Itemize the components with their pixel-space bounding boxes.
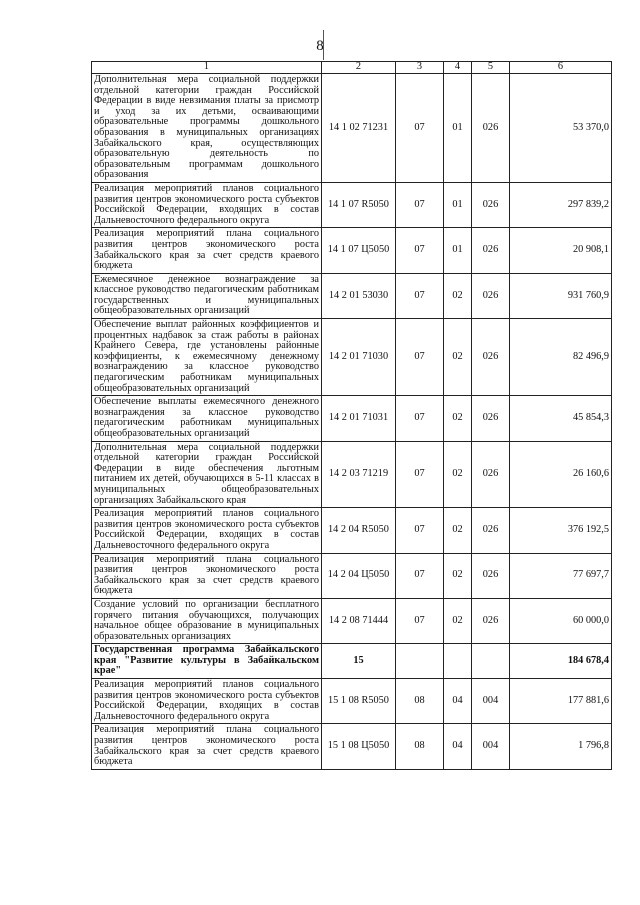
row-section: 07	[396, 396, 444, 441]
table-row	[92, 679, 612, 724]
header-cell: 1	[92, 62, 322, 74]
header-cell: 4	[444, 62, 472, 74]
table-row	[92, 228, 612, 273]
row-amount: 376 192,5	[510, 508, 612, 553]
table-row	[92, 319, 612, 396]
row-section: 07	[396, 182, 444, 227]
row-description: Создание условий по организации бесплатного горячего питания обучающихся, получающих начальное общее образование в муниципальных образовательных организациях	[92, 598, 322, 643]
row-subsection: 02	[444, 598, 472, 643]
header-cell: 5	[472, 62, 510, 74]
row-target-code: 14 2 01 71031	[322, 396, 396, 441]
budget-table-body	[92, 62, 612, 770]
page-number: 8	[316, 38, 324, 54]
row-amount: 177 881,6	[510, 679, 612, 724]
row-section: 07	[396, 553, 444, 598]
row-amount: 931 760,9	[510, 273, 612, 318]
row-target-code: 14 2 01 71030	[322, 319, 396, 396]
table-row	[92, 182, 612, 227]
row-section: 08	[396, 679, 444, 724]
row-expense-type: 026	[472, 273, 510, 318]
row-target-code: 15 1 08 R5050	[322, 679, 396, 724]
table-header-row	[92, 62, 612, 74]
row-expense-type: 026	[472, 508, 510, 553]
row-target-code: 14 2 01 53030	[322, 273, 396, 318]
table-row	[92, 508, 612, 553]
row-expense-type: 004	[472, 724, 510, 769]
row-subsection: 01	[444, 74, 472, 183]
row-description: Обеспечение выплат районных коэффициентов и процентных надбавок за стаж работы в районах Крайнего Севера, где установлены районные коэффициенты, к ежемесячному денежному вознаграждению за классное руководство педагогическим работникам муниципальных общеобразовательных организаций	[92, 319, 322, 396]
row-amount: 26 160,6	[510, 441, 612, 508]
row-description: Реализация мероприятий плана социального развития центров экономического роста Забайкальского края за счет средств краевого бюджета	[92, 228, 322, 273]
row-expense-type: 026	[472, 74, 510, 183]
header-cell: 3	[396, 62, 444, 74]
row-subsection: 02	[444, 508, 472, 553]
row-amount: 297 839,2	[510, 182, 612, 227]
row-description: Ежемесячное денежное вознаграждение за классное руководство педагогическим работникам государственных и муниципальных общеобразовательных организаций	[92, 273, 322, 318]
row-target-code: 14 1 02 71231	[322, 74, 396, 183]
row-target-code: 14 2 04 R5050	[322, 508, 396, 553]
row-section: 07	[396, 228, 444, 273]
row-subsection: 02	[444, 319, 472, 396]
row-amount: 1 796,8	[510, 724, 612, 769]
row-subsection: 02	[444, 441, 472, 508]
row-target-code: 14 2 03 71219	[322, 441, 396, 508]
row-target-code: 14 1 07 R5050	[322, 182, 396, 227]
table-row	[92, 644, 612, 679]
row-description: Реализация мероприятий планов социального развития центров экономического роста субъектов Российской Федерации, входящих в состав Дальневосточного федерального округа	[92, 508, 322, 553]
row-subsection: 04	[444, 724, 472, 769]
row-amount: 60 000,0	[510, 598, 612, 643]
row-section: 07	[396, 273, 444, 318]
row-target-code: 15 1 08 Ц5050	[322, 724, 396, 769]
row-section: 07	[396, 598, 444, 643]
row-subsection: 02	[444, 553, 472, 598]
header-cell: 6	[510, 62, 612, 74]
table-row	[92, 724, 612, 769]
row-expense-type: 026	[472, 441, 510, 508]
row-section: 08	[396, 724, 444, 769]
table-row	[92, 598, 612, 643]
row-section: 07	[396, 508, 444, 553]
row-section: 07	[396, 441, 444, 508]
row-description: Реализация мероприятий планов социального развития центров экономического роста субъектов Российской Федерации, входящих в состав Дальневосточного федерального округа	[92, 679, 322, 724]
row-subsection: 02	[444, 396, 472, 441]
row-target-code: 14 2 08 71444	[322, 598, 396, 643]
table-row	[92, 441, 612, 508]
row-subsection: 04	[444, 679, 472, 724]
row-target-code: 15	[322, 644, 396, 679]
row-expense-type: 026	[472, 228, 510, 273]
row-subsection: 01	[444, 228, 472, 273]
budget-table	[91, 61, 612, 770]
row-section	[396, 644, 444, 679]
row-description: Дополнительная мера социальной поддержки отдельной категории граждан Российской Федерации в виде обеспечения льготным питанием их детей, обучающихся в 5-11 классах в муниципальных общеобразовательных организациях Забайкальского края	[92, 441, 322, 508]
row-subsection: 01	[444, 182, 472, 227]
row-target-code: 14 1 07 Ц5050	[322, 228, 396, 273]
row-description: Государственная программа Забайкальского края "Развитие культуры в Забайкальском крае"	[92, 644, 322, 679]
row-amount: 82 496,9	[510, 319, 612, 396]
row-amount: 184 678,4	[510, 644, 612, 679]
row-expense-type: 026	[472, 319, 510, 396]
row-expense-type: 026	[472, 182, 510, 227]
row-subsection	[444, 644, 472, 679]
binding-mark	[323, 30, 324, 60]
row-expense-type: 026	[472, 396, 510, 441]
row-amount: 77 697,7	[510, 553, 612, 598]
row-amount: 53 370,0	[510, 74, 612, 183]
table-row	[92, 553, 612, 598]
row-expense-type: 004	[472, 679, 510, 724]
row-expense-type	[472, 644, 510, 679]
row-description: Реализация мероприятий плана социального развития центров экономического роста Забайкальского края за счет средств краевого бюджета	[92, 553, 322, 598]
row-description: Реализация мероприятий плана социального развития центров экономического роста Забайкальского края за счет средств краевого бюджета	[92, 724, 322, 769]
row-expense-type: 026	[472, 553, 510, 598]
row-target-code: 14 2 04 Ц5050	[322, 553, 396, 598]
row-subsection: 02	[444, 273, 472, 318]
row-section: 07	[396, 74, 444, 183]
header-cell: 2	[322, 62, 396, 74]
row-expense-type: 026	[472, 598, 510, 643]
row-description: Обеспечение выплаты ежемесячного денежного вознаграждения за классное руководство педагогическим работникам муниципальных общеобразовательных организаций	[92, 396, 322, 441]
row-section: 07	[396, 319, 444, 396]
row-amount: 20 908,1	[510, 228, 612, 273]
row-description: Дополнительная мера социальной поддержки отдельной категории граждан Российской Федерации в виде невзимания платы за присмотр и уход за их детьми, осваивающими образовательные программы дошкольного образования в муниципальных организациях Забайкальского края, осуществляющих образовательную деятельность по образовательным программам дошкольного образования	[92, 74, 322, 183]
row-description: Реализация мероприятий планов социального развития центров экономического роста субъектов Российской Федерации, входящих в состав Дальневосточного федерального округа	[92, 182, 322, 227]
table-row	[92, 74, 612, 183]
table-row	[92, 396, 612, 441]
table-row	[92, 273, 612, 318]
row-amount: 45 854,3	[510, 396, 612, 441]
